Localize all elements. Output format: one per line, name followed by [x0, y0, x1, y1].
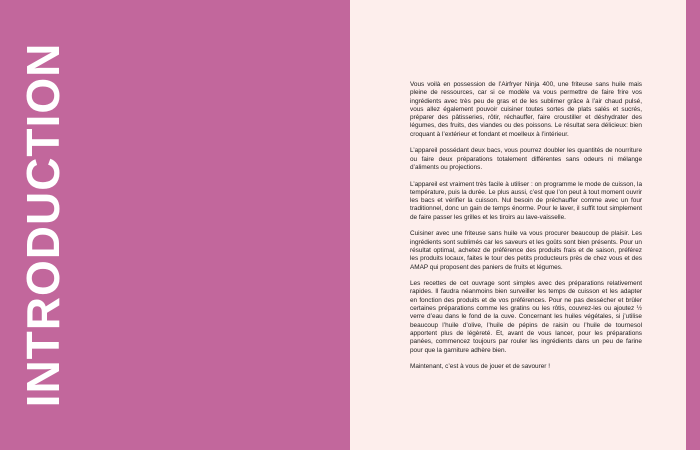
page-edge: [686, 0, 700, 450]
paragraph: Maintenant, c’est à vous de jouer et de savourer !: [410, 363, 550, 371]
paragraph: Les recettes de cet ouvrage sont simples avec des préparations relativement rapides. Il faudra néanmoins bien surveiller les temps de cuisson et les adapter en fonction des produits et de vos préférences. Pour ne pas dessécher et brûler certaines préparations comme les gratins ou les rôtis, couvrez-les ou ajoutez ½ verre d’eau dans le fond de la cuve. Concernant les huiles végétales, si j’utilise beaucoup l’huile d’olive, l’huile de pépins de raisin ou l’huile de tournesol apportent plus de légèreté. Et, avant de vous lancer, pour les préparations panées, commencez toujours par rouler les ingrédients dans un peu de farine pour que la garniture adhère bien.: [410, 280, 642, 354]
paragraph: L’appareil possédant deux bacs, vous pourrez doubler les quantités de nourriture ou faire deux préparations totalement différentes sans odeurs ni mélange d’aliments ou projections.: [410, 147, 642, 171]
paragraph: L’appareil est vraiment très facile à utiliser : on programme le mode de cuisson, la température, puis la durée. Le plus aussi, c’est que l’on peut à tout moment ouvrir les bacs et vérifier la cuisson. Nul besoin de préchauffer comme avec un four traditionnel, donc un gain de temps énorme. Pour le laver, il suffit tout simplement de faire passer les grilles et les tiroirs au lave-vaisselle.: [410, 180, 642, 221]
page-title: INTRODUCTION: [17, 42, 69, 408]
paragraph: Vous voilà en possession de l’Airfryer Ninja 400, une friteuse sans huile mais pleine de ressources, car si ce modèle va vous permettre de faire frire vos ingrédients avec très peu de gras et de les sublimer grâce à l’air chaud pulsé, vous allez également pouvoir cuisiner toutes sortes de plats salés et sucrés, préparer des pâtisseries, rôtir, réchauffer, faire croustiller et déshydrater des légumes, des fruits, des viandes ou des poissons. Le résultat sera délicieux: bien croquant à l’extérieur et fondant et moelleux à l’intérieur.: [410, 81, 642, 138]
paragraph: Cuisiner avec une friteuse sans huile va vous procurer beaucoup de plaisir. Les ingrédients sont sublimés car les saveurs et les goûts sont bien présents. Pour un résultat optimal, achetez de préférence des produits frais et de saison, préférez les produits locaux, faites le tour des petits producteurs près de chez vous et des AMAP qui proposent des paniers de fruits et légumes.: [410, 230, 642, 271]
body-text: [410, 81, 642, 380]
